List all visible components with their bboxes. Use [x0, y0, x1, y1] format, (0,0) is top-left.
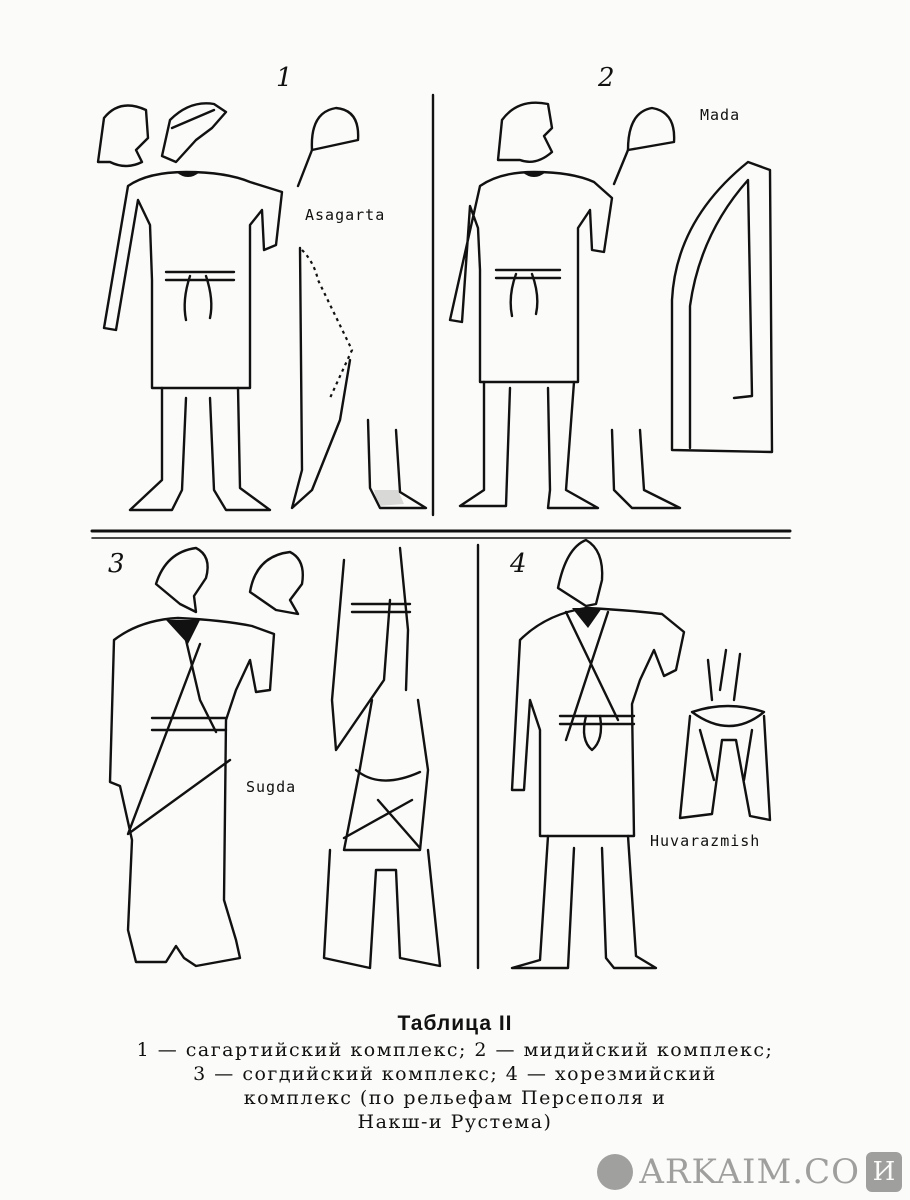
figure-1-headgear	[98, 103, 358, 186]
label-mada: Mada	[700, 106, 741, 124]
figure-4-body	[512, 608, 684, 968]
label-huvarazmish: Huvarazmish	[650, 832, 761, 850]
caption-title: Таблица II	[397, 1012, 513, 1035]
label-asagarta: Asagarta	[305, 206, 386, 224]
panel-number-2: 2	[598, 63, 615, 93]
figure-2-body	[450, 172, 612, 508]
panel-number-4: 4	[510, 549, 527, 579]
watermark-text: ARKAIM.CO	[639, 1152, 860, 1192]
watermark	[597, 1152, 902, 1192]
caption-line-3: комплекс (по рельефам Персеполя и	[243, 1087, 667, 1109]
figure-4-garment-piece	[680, 650, 770, 820]
figure-1-trouser-pattern	[292, 248, 426, 508]
caption-line-1: 1 — сагартийский комплекс; 2 — мидийский комплекс;	[136, 1039, 774, 1061]
label-sugda: Sugda	[246, 778, 297, 796]
plate-caption	[0, 1012, 910, 1134]
panel-number-1: 1	[276, 63, 293, 93]
caption-line-4: Накш-и Рустема)	[357, 1111, 553, 1133]
figure-1-body	[104, 172, 282, 510]
figure-2-kandys	[612, 162, 772, 508]
watermark-dot-icon	[597, 1154, 633, 1190]
watermark-badge: И	[866, 1152, 902, 1192]
figure-4-headgear	[558, 540, 602, 606]
figure-3-headgear	[156, 548, 303, 614]
caption-line-2: 3 — согдийский комплекс; 4 — хорезмийский	[193, 1063, 717, 1085]
panel-number-3: 3	[108, 549, 125, 579]
figure-3-garment-pieces	[324, 548, 440, 968]
